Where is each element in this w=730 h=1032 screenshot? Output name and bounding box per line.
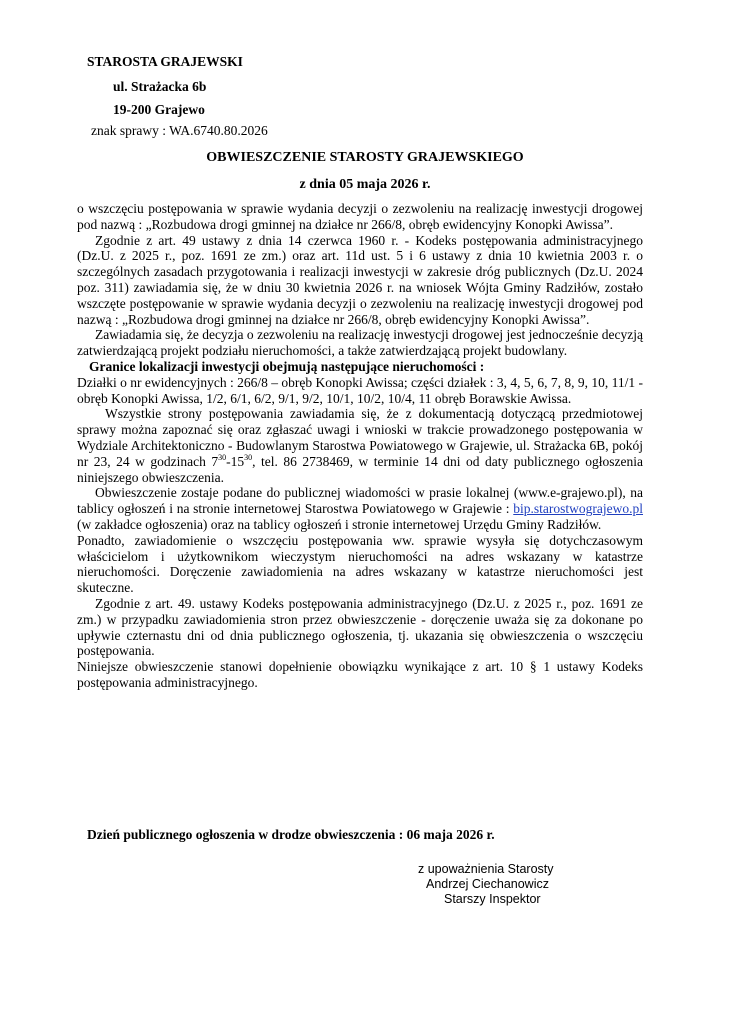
paragraph-subject: o wszczęciu postępowania w sprawie wydania decyzji o zezwoleniu na realizację inwestycji drogowej pod nazwą : „Rozbudowa drogi gminnej na działce nr 266/8, obręb ewidencyjny Konopki Awissa”. — [77, 201, 643, 232]
signature-authorization: z upoważnienia Starosty — [418, 862, 554, 876]
paragraph-notification: Ponadto, zawiadomienie o wszczęciu postępowania ww. sprawie wysyła się dotychczasowym właścicielom i użytkownikom wieczystym nieruchomości na adres wskazany w katastrze nieruchomości. Doręczenie zawiadomienia na adres wskazany w katastrze nieruchomości jest skuteczne. — [77, 532, 643, 596]
paragraph-delivery: Zgodnie z art. 49. ustawy Kodeks postępowania administracyjnego (Dz.U. z 2025 r., poz. 1691 ze zm.) w przypadku zawiadomienia stron przez obwieszczenie - doręczenie uważa się za dokonane po upływie czternastu dni od dnia publicznego ogłoszenia, tj. ukazania się obwieszczenia o wszczęciu postępowania. — [77, 595, 643, 659]
authority-city: 19-200 Grajewo — [113, 102, 205, 117]
paragraph-publication — [77, 485, 643, 532]
signature-name: Andrzej Ciechanowicz — [426, 877, 549, 891]
authority-street: ul. Strażacka 6b — [113, 79, 207, 94]
document-date: z dnia 05 maja 2026 r. — [299, 177, 431, 192]
case-reference: znak sprawy : WA.6740.80.2026 — [91, 123, 268, 138]
document-title: OBWIESZCZENIE STAROSTY GRAJEWSKIEGO — [206, 150, 524, 165]
paragraph-parcels: Działki o nr ewidencyjnych : 266/8 – obręb Konopki Awissa; części działek : 3, 4, 5, 6, 7, 8, 9, 10, 11/1 - obręb Konopki Awissa, 1/2, 6/1, 6/2, 9/1, 9/2, 10/1, 10/2, 10/4, 11 obręb Borawskie Awissa. — [77, 374, 643, 406]
paragraph-documentation — [77, 406, 643, 485]
document-body — [77, 201, 643, 691]
documentation-contact: , tel. 86 2738469, w terminie 14 dni od daty publicznego ogłoszenia niniejszego obwieszczenia. — [77, 453, 643, 485]
documentation-text: Wszystkie strony postępowania zawiadamia się, że z dokumentacją dotyczącą przedmiotowej sprawy można zapoznać się oraz zgłaszać uwagi i wnioski w trakcie prowadzonego postępowania w Wydziale Architektoniczno - Budowlanym Starostwa Powiatowego w Grajewie, ul. Strażacka 6B, pokój nr 23, 24 w godzinach 7 — [77, 406, 643, 469]
paragraph-decision-scope: Zawiadamia się, że decyzja o zezwoleniu na realizację inwestycji drogowej jest jednocześnie decyzją zatwierdzającą projekt podziału nieruchomości, a także zatwierdzającą projekt budowlany. — [77, 327, 643, 359]
paragraph-boundaries-heading: Granice lokalizacji inwestycji obejmują następujące nieruchomości : — [89, 358, 485, 374]
signature-position: Starszy Inspektor — [444, 892, 541, 906]
paragraph-legal-basis: Zgodnie z art. 49 ustawy z dnia 14 czerwca 1960 r. - Kodeks postępowania administracyjnego (Dz.U. z 2025 r., poz. 1691 ze zm.) oraz art. 11d ust. 5 i 6 ustawy z dnia 10 kwietnia 2003 r. o szczególnych zasadach przygotowania i realizacji inwestycji w zakresie dróg publicznych (Dz.U. 2024 poz. 311) zawiadamia się, że w dniu 30 kwietnia 2026 r. na wniosek Wójta Gminy Radziłów, zostało wszczęte postępowanie w sprawie wydania decyzji o zezwoleniu na realizację inwestycji drogowej pod nazwą : „Rozbudowa drogi gminnej na działce nr 266/8, obręb ewidencyjny Konopki Awissa”. — [77, 232, 643, 327]
hours-end-minutes: 30 — [244, 452, 253, 462]
authority-name: STAROSTA GRAJEWSKI — [87, 54, 243, 69]
bip-link[interactable]: bip.starostwograjewo.pl — [513, 501, 643, 517]
publication-day: Dzień publicznego ogłoszenia w drodze obwieszczenia : 06 maja 2026 r. — [87, 827, 495, 842]
hours-dash: -15 — [226, 453, 245, 469]
hours-start-minutes: 30 — [218, 452, 227, 462]
publication-text-end: (w zakładce ogłoszenia) oraz na tablicy ogłoszeń i stronie internetowej Urzędu Gminy Radziłów. — [77, 516, 602, 532]
publication-text: Obwieszczenie zostaje podane do publicznej wiadomości w prasie lokalnej (www.e-grajewo.pl), na tablicy ogłoszeń i na stronie internetowej Starostwa Powiatowego w Grajewie : — [77, 485, 643, 517]
paragraph-obligation: Niniejsze obwieszczenie stanowi dopełnienie obowiązku wynikające z art. 10 § 1 ustawy Kodeks postępowania administracyjnego. — [77, 659, 643, 690]
